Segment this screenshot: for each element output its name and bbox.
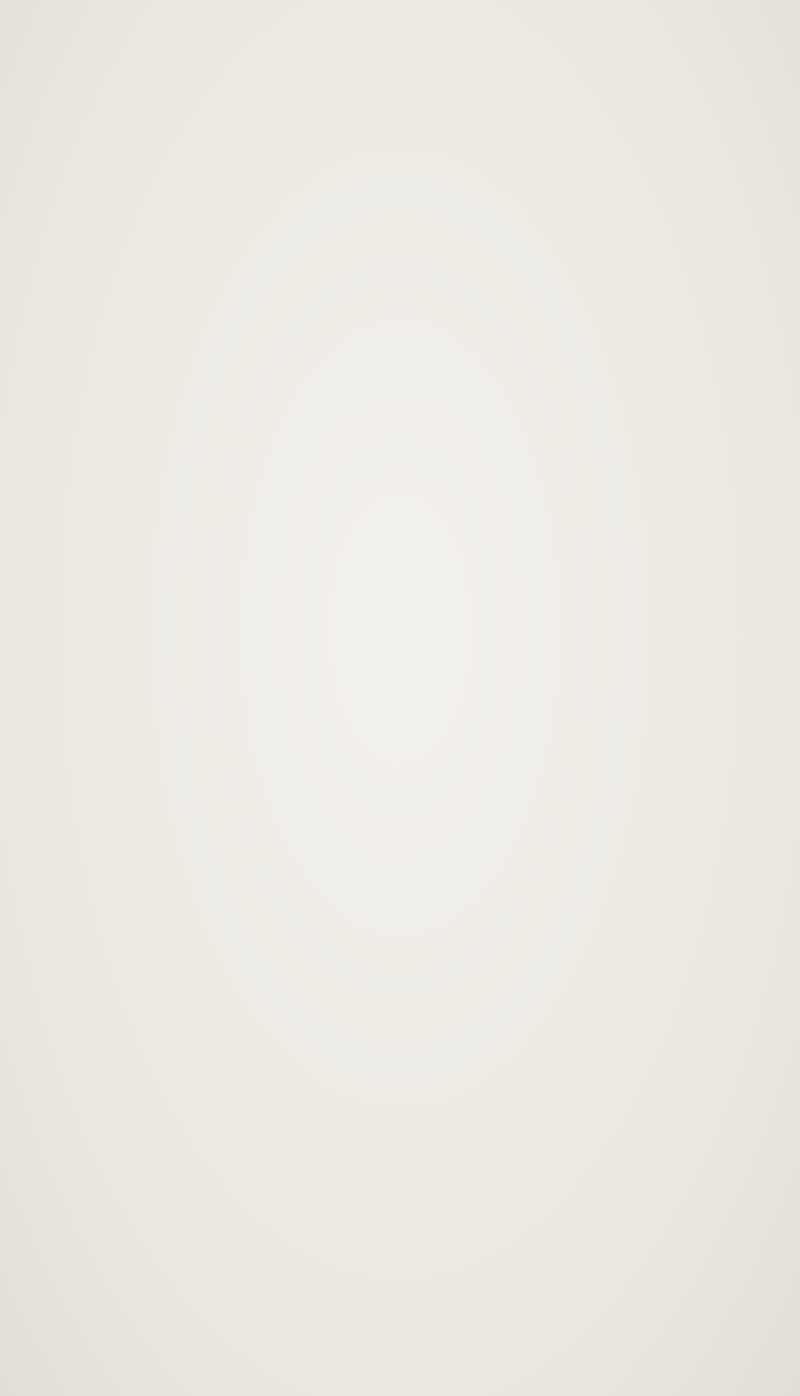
page-header: [42, 80, 762, 120]
